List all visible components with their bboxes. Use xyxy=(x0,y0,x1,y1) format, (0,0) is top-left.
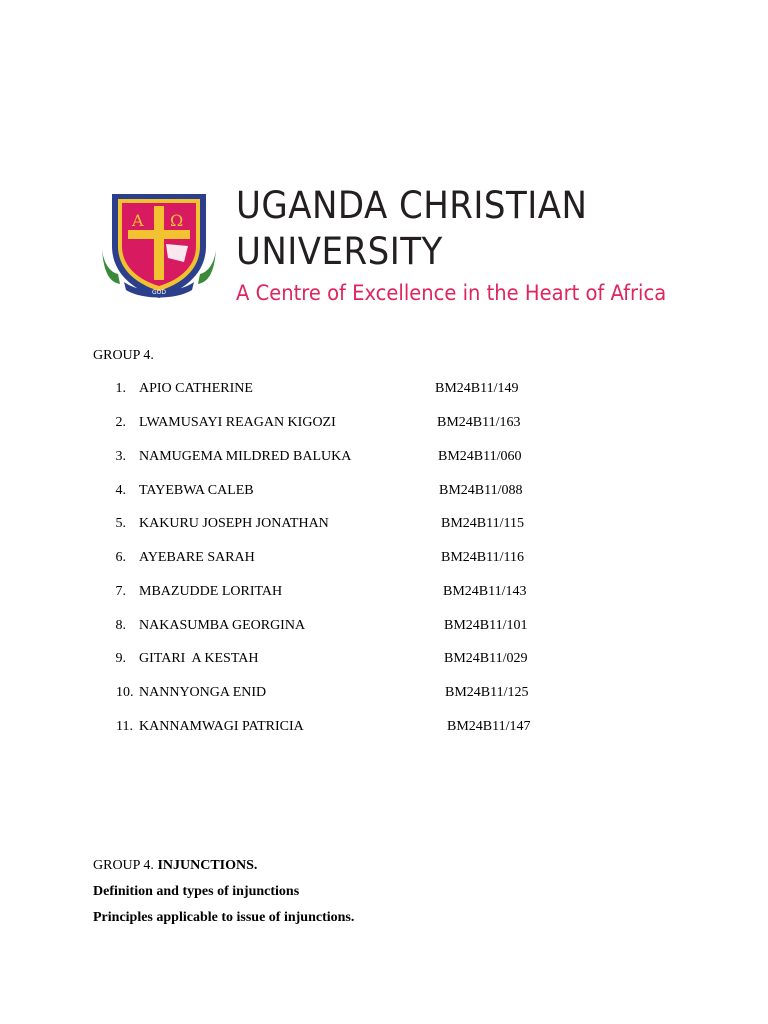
member-number: 4. xyxy=(115,483,126,498)
member-row xyxy=(0,584,768,604)
member-number: 2. xyxy=(115,415,126,430)
member-row xyxy=(0,651,768,671)
member-id: BM24B11/101 xyxy=(444,618,528,633)
member-row xyxy=(0,449,768,469)
member-name: LWAMUSAYI REAGAN KIGOZI xyxy=(139,415,336,430)
university-crest-logo xyxy=(100,186,218,304)
member-row xyxy=(0,516,768,536)
member-id: BM24B11/088 xyxy=(439,483,523,498)
member-id: BM24B11/116 xyxy=(441,550,524,565)
member-id: BM24B11/125 xyxy=(445,685,529,700)
subtopic-line: Principles applicable to issue of injunctions. xyxy=(93,910,355,925)
member-number: 8. xyxy=(115,618,126,633)
subtopic-line: Definition and types of injunctions xyxy=(93,884,300,899)
member-number: 5. xyxy=(115,516,126,531)
member-name: NAMUGEMA MILDRED BALUKA xyxy=(139,449,352,464)
member-number: 7. xyxy=(115,584,126,599)
svg-text:A: A xyxy=(132,211,144,230)
group-heading: GROUP 4. xyxy=(93,348,154,363)
member-row xyxy=(0,483,768,503)
member-name: KAKURU JOSEPH JONATHAN xyxy=(139,516,329,531)
member-name: MBAZUDDE LORITAH xyxy=(139,584,283,599)
member-row xyxy=(0,618,768,638)
svg-text:Ω: Ω xyxy=(170,211,184,230)
university-name-line1: UGANDA CHRISTIAN xyxy=(236,184,588,227)
topic-prefix: GROUP 4. xyxy=(93,858,154,873)
member-id: BM24B11/060 xyxy=(438,449,522,464)
member-row xyxy=(0,381,768,401)
member-number: 1. xyxy=(115,381,126,396)
member-name: GITARI A KESTAH xyxy=(139,651,259,666)
member-id: BM24B11/149 xyxy=(435,381,519,396)
member-number: 10. xyxy=(116,685,134,700)
member-id: BM24B11/143 xyxy=(443,584,527,599)
university-name-line2: UNIVERSITY xyxy=(236,230,443,273)
university-tagline: A Centre of Excellence in the Heart of Africa xyxy=(236,281,667,305)
member-row xyxy=(0,719,768,739)
member-number: 9. xyxy=(115,651,126,666)
member-name: TAYEBWA CALEB xyxy=(139,483,254,498)
member-name: NAKASUMBA GEORGINA xyxy=(139,618,306,633)
member-id: BM24B11/163 xyxy=(437,415,521,430)
member-id: BM24B11/029 xyxy=(444,651,528,666)
member-row xyxy=(0,415,768,435)
member-id: BM24B11/115 xyxy=(441,516,524,531)
svg-text:GOD: GOD xyxy=(152,289,166,296)
member-id: BM24B11/147 xyxy=(447,719,531,734)
member-number: 6. xyxy=(115,550,126,565)
topic-title: INJUNCTIONS. xyxy=(157,858,258,873)
topic-heading xyxy=(93,858,257,874)
member-name: NANNYONGA ENID xyxy=(139,685,267,700)
member-name: AYEBARE SARAH xyxy=(139,550,255,565)
member-name: KANNAMWAGI PATRICIA xyxy=(139,719,304,734)
member-name: APIO CATHERINE xyxy=(139,381,253,396)
member-row xyxy=(0,550,768,570)
member-number: 11. xyxy=(116,719,133,734)
member-number: 3. xyxy=(115,449,126,464)
member-row xyxy=(0,685,768,705)
